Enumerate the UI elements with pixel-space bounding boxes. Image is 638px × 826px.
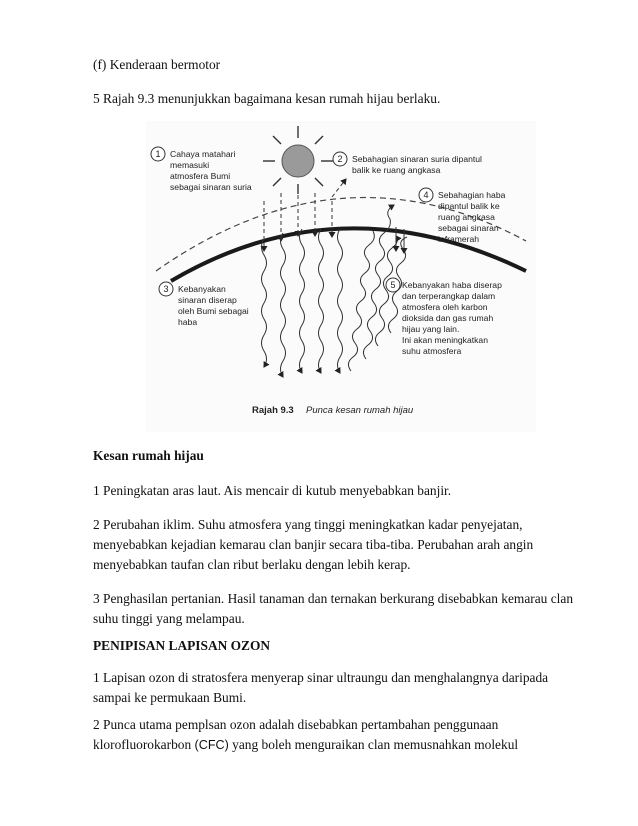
figure-intro: 5 Rajah 9.3 menunjukkan bagaimana kesan rumah hijau berlaku. <box>93 91 441 106</box>
svg-text:Ini akan meningkatkan: Ini akan meningkatkan <box>402 335 488 345</box>
effect-item-1: 1 Peningkatan aras laut. Ais mencair di kutub menyebabkan banjir. <box>93 483 452 498</box>
ozone-item-2-text-cont: yang boleh menguraikan clan memusnahkan molekul <box>228 737 519 752</box>
svg-text:Sebahagian haba: Sebahagian haba <box>438 190 506 200</box>
svg-text:Kebanyakan haba diserap: Kebanyakan haba diserap <box>402 280 502 290</box>
svg-text:sebagai sinaran suria: sebagai sinaran suria <box>170 182 252 192</box>
svg-text:balik ke ruang angkasa: balik ke ruang angkasa <box>352 165 441 175</box>
svg-text:5: 5 <box>390 280 396 290</box>
greenhouse-diagram <box>146 121 536 432</box>
ozone-item-1: 1 Lapisan ozon di stratosfera menyerap sinar ultraungu dan menghalangnya daripada sampai ke permukaan Bumi. <box>93 670 549 705</box>
svg-text:dipantul balik ke: dipantul balik ke <box>438 201 500 211</box>
svg-text:dan terperangkap dalam: dan terperangkap dalam <box>402 291 496 301</box>
cfc-abbrev: (CFC) <box>194 738 229 752</box>
svg-text:Cahaya matahari: Cahaya matahari <box>170 149 236 159</box>
heading-ozone: PENIPISAN LAPISAN OZON <box>93 638 271 653</box>
figure-caption-text: Punca kesan rumah hijau <box>306 405 414 416</box>
ozone-item-2-text: 2 Punca utama pemplsan ozon adalah disebabkan pertambahan penggunaan klorofluorokarbon <box>93 717 499 752</box>
svg-text:sebagai sinaran: sebagai sinaran <box>438 223 499 233</box>
label-5 <box>386 278 502 356</box>
svg-text:atmosfera Bumi: atmosfera Bumi <box>170 171 231 181</box>
svg-text:hijau yang lain.: hijau yang lain. <box>402 324 460 334</box>
svg-text:haba: haba <box>178 317 198 327</box>
svg-text:3: 3 <box>163 284 169 294</box>
heading-greenhouse-effect: Kesan rumah hijau <box>93 448 204 463</box>
svg-text:Kebanyakan: Kebanyakan <box>178 284 226 294</box>
svg-text:ruang angkasa: ruang angkasa <box>438 212 495 222</box>
svg-text:suhu atmosfera: suhu atmosfera <box>402 346 462 356</box>
svg-text:memasuki: memasuki <box>170 160 210 170</box>
svg-text:sinaran diserap: sinaran diserap <box>178 295 237 305</box>
svg-text:4: 4 <box>423 190 429 200</box>
svg-text:atmosfera oleh karbon: atmosfera oleh karbon <box>402 302 488 312</box>
list-item-vehicles: (f) Kenderaan bermotor <box>93 57 221 72</box>
effect-item-2: 2 Perubahan iklim. Suhu atmosfera yang tinggi meningkatkan kadar penyejatan, menyebabkan kejadian kemarau clan banjir secara tiba-tiba. Perubahan arah angin menyebabkan taufan clan ribut berlaku dengan lebih kerap. <box>93 517 534 572</box>
effect-item-3: 3 Penghasilan pertanian. Hasil tanaman dan ternakan berkurang disebabkan kemarau clan suhu tinggi yang melampau. <box>93 591 574 626</box>
svg-text:2: 2 <box>337 154 343 164</box>
svg-text:inframerah: inframerah <box>438 234 480 244</box>
svg-text:1: 1 <box>155 149 161 159</box>
svg-text:Sebahagian sinaran suria dipan: Sebahagian sinaran suria dipantul <box>352 154 482 164</box>
svg-text:dioksida dan gas rumah: dioksida dan gas rumah <box>402 313 494 323</box>
svg-text:oleh Bumi sebagai: oleh Bumi sebagai <box>178 306 249 316</box>
ozone-item-2 <box>93 715 583 755</box>
figure-caption-number: Rajah 9.3 <box>252 405 294 416</box>
